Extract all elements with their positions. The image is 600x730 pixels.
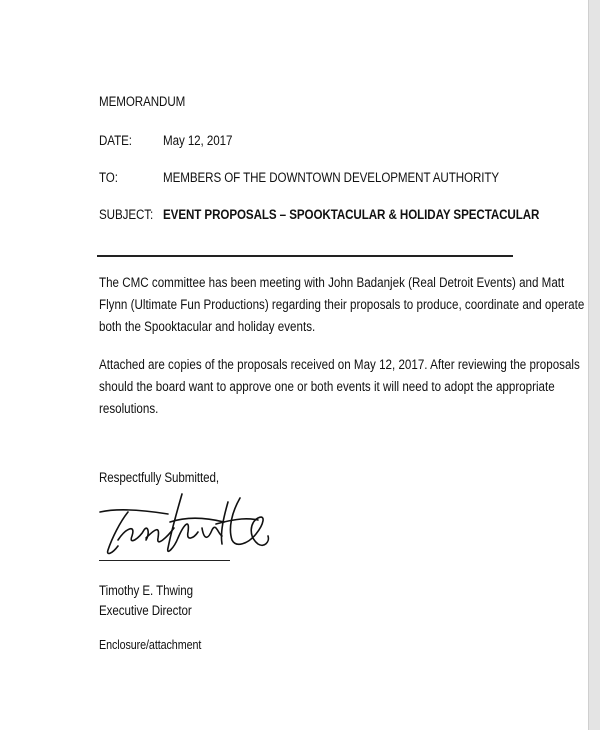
paragraph-line: The CMC committee has been meeting with John Badanjek (Real Detroit Events) and Matt [99, 275, 565, 290]
signer-title: Executive Director [99, 603, 192, 618]
body-paragraph-2 [99, 354, 580, 420]
body-paragraph-1 [99, 272, 584, 338]
paragraph-line: Flynn (Ultimate Fun Productions) regarding their proposals to produce, coordinate and operate [99, 297, 585, 312]
paragraph-line: Attached are copies of the proposals received on May 12, 2017. After reviewing the proposals [99, 357, 580, 372]
memo-heading: MEMORANDUM [99, 94, 186, 109]
paragraph-line: both the Spooktacular and holiday events. [99, 319, 316, 334]
closing-salutation: Respectfully Submitted, [99, 470, 219, 485]
date-value: May 12, 2017 [163, 133, 233, 148]
subject-label: SUBJECT: [99, 207, 154, 222]
handwritten-signature [98, 488, 273, 566]
viewer-scroll-strip[interactable] [589, 0, 600, 730]
paragraph-line: should the board want to approve one or both events it will need to adopt the appropriate [99, 379, 555, 394]
subject-value: EVENT PROPOSALS – SPOOKTACULAR & HOLIDAY SPECTACULAR [163, 207, 540, 222]
signature-line [99, 560, 230, 561]
paragraph-line: resolutions. [99, 401, 159, 416]
enclosure-note: Enclosure/attachment [99, 638, 202, 652]
to-value: MEMBERS OF THE DOWNTOWN DEVELOPMENT AUTHORITY [163, 170, 500, 185]
header-divider [97, 255, 513, 257]
signer-name: Timothy E. Thwing [99, 583, 194, 598]
date-label: DATE: [99, 133, 132, 148]
to-label: TO: [99, 170, 118, 185]
